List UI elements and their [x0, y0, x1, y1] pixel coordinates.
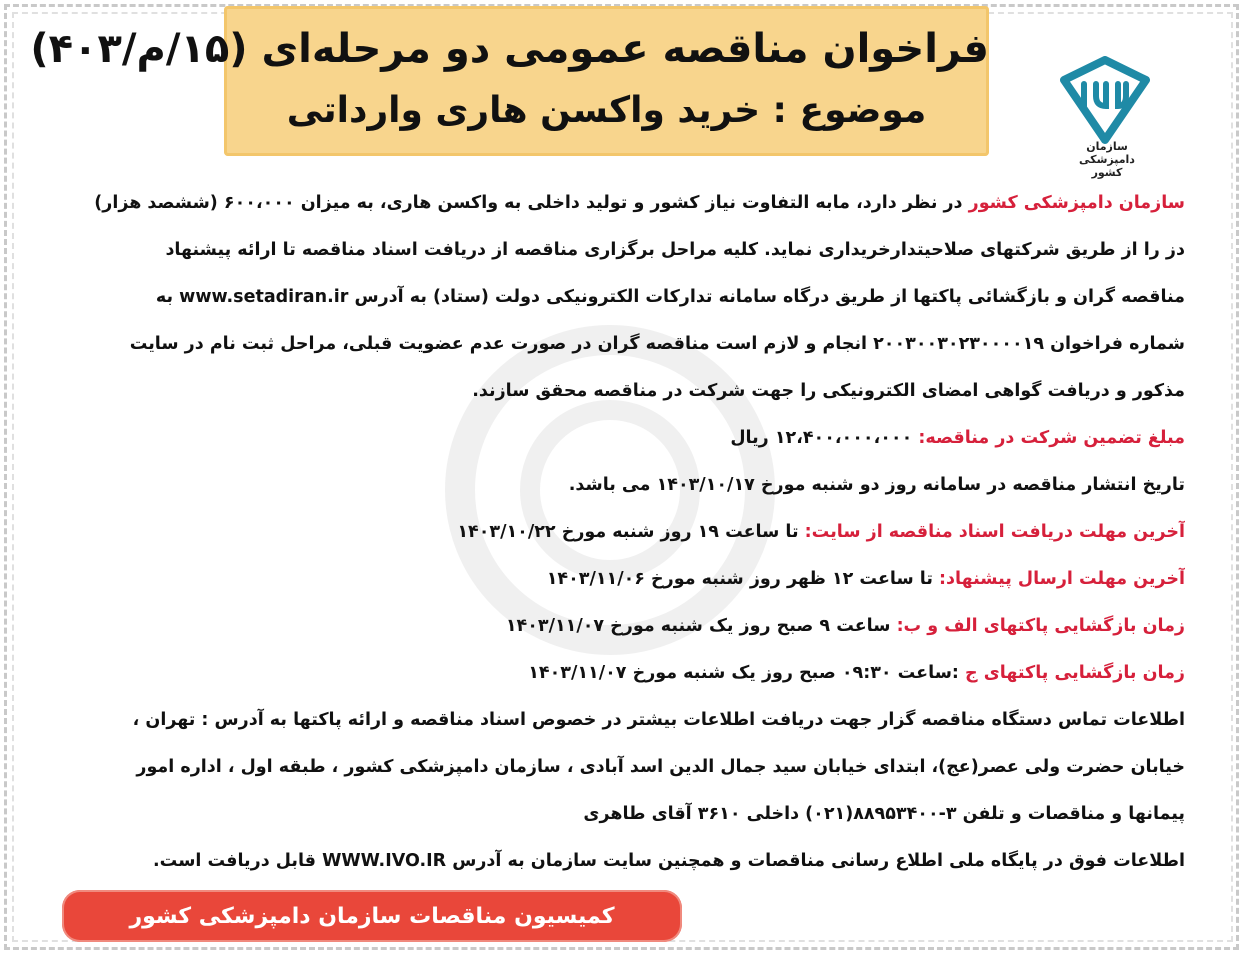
- deadline-docs-value: تا ساعت ۱۹ روز شنبه مورخ ۱۴۰۳/۱۰/۲۲: [457, 522, 799, 542]
- contact-line-3: پیمانها و مناقصات و تلفن ۳-۸۸۹۵۳۴۰۰(۰۲۱) داخلی ۳۶۱۰ آقای طاهری: [583, 804, 1185, 824]
- guarantee-label: مبلغ تضمین شرکت در مناقصه:: [918, 428, 1185, 448]
- body-text: اطلاعات فوق در پایگاه ملی اطلاع رسانی مناقصات و همچنین سایت سازمان به آدرس: [452, 851, 1185, 871]
- ivo-url-link[interactable]: WWW.IVO.IR: [322, 851, 447, 871]
- opening-c-row: [60, 650, 1185, 697]
- body-line-3: [60, 274, 1185, 321]
- body-line-1: [60, 180, 1185, 227]
- footer-text: کمیسیون مناقصات سازمان دامپزشکی کشور: [129, 903, 615, 929]
- logo-caption: سازمان دامپزشکی کشور: [1079, 140, 1135, 179]
- footer-banner: [62, 890, 682, 942]
- body-text: مناقصه گران و بازگشائی پاکتها از طریق درگاه سامانه تدارکات الکترونیکی دولت (ستاد) به آدرس: [354, 287, 1185, 307]
- organization-name: سازمان دامپزشکی کشور: [968, 193, 1185, 213]
- page-title: فراخوان مناقصه عمومی دو مرحله‌ای (۱۵/م/۴۰۳): [30, 26, 989, 72]
- opening-ab-value: ساعت ۹ صبح روز یک شنبه مورخ ۱۴۰۳/۱۱/۰۷: [505, 616, 891, 636]
- page-subtitle: موضوع : خرید واکسن هاری وارداتی: [286, 90, 927, 131]
- header-banner: [30, 6, 989, 156]
- publish-date-row: تاریخ انتشار مناقصه در سامانه روز دو شنبه مورخ ۱۴۰۳/۱۰/۱۷ می باشد.: [568, 475, 1185, 495]
- deadline-submit-row: [60, 556, 1185, 603]
- body-text: قابل دریافت است.: [153, 851, 316, 871]
- deadline-docs-row: [60, 509, 1185, 556]
- contact-line-1: اطلاعات تماس دستگاه مناقصه گزار جهت دریافت اطلاعات بیشتر در خصوص اسناد مناقصه و ارائه پاکتها به آدرس : تهران ،: [132, 710, 1185, 730]
- contact-line-2: خیابان حضرت ولی عصر(عج)، ابتدای خیابان سید جمال الدین اسد آبادی ، سازمان دامپزشکی کشور ، طبقه اول ، اداره امور: [136, 757, 1185, 777]
- deadline-submit-value: تا ساعت ۱۲ ظهر روز شنبه مورخ ۱۴۰۳/۱۱/۰۶: [546, 569, 933, 589]
- guarantee-value: ۱۲،۴۰۰،۰۰۰،۰۰۰ ریال: [730, 428, 913, 448]
- body-text: در نظر دارد، مابه التفاوت نیاز کشور و تولید داخلی به واکسن هاری، به میزان ۶۰۰،۰۰۰ (ششصد هزار): [94, 193, 963, 213]
- opening-c-value: :ساعت ۰۹:۳۰ صبح روز یک شنبه مورخ ۱۴۰۳/۱۱/۰۷: [528, 663, 959, 683]
- body-line-2: دز را از طریق شرکتهای صلاحیتدارخریداری نماید. کلیه مراحل برگزاری مناقصه از دریافت اسناد مناقصه تا ارائه پیشنهاد: [165, 240, 1185, 260]
- body-line-4: شماره فراخوان ۲۰۰۳۰۰۳۰۲۳۰۰۰۰۱۹ انجام و لازم است مناقصه گران در صورت عدم عضویت قبلی، مراحل ثبت نام در سایت: [129, 334, 1185, 354]
- deadline-submit-label: آخرین مهلت ارسال پیشنهاد:: [939, 569, 1185, 589]
- opening-ab-row: [60, 603, 1185, 650]
- deadline-docs-label: آخرین مهلت دریافت اسناد مناقصه از سایت:: [804, 522, 1185, 542]
- guarantee-row: [60, 415, 1185, 462]
- opening-c-label: زمان بازگشایی پاکتهای ج: [965, 663, 1185, 683]
- setad-url-link[interactable]: www.setadiran.ir: [179, 287, 349, 307]
- body-text: به: [155, 287, 174, 307]
- opening-ab-label: زمان بازگشایی پاکتهای الف و ب:: [896, 616, 1185, 636]
- final-line: [60, 838, 1185, 885]
- announcement-body: [60, 180, 1185, 885]
- body-line-5: مذکور و دریافت گواهی امضای الکترونیکی را جهت شرکت در مناقصه محقق سازند.: [472, 381, 1185, 401]
